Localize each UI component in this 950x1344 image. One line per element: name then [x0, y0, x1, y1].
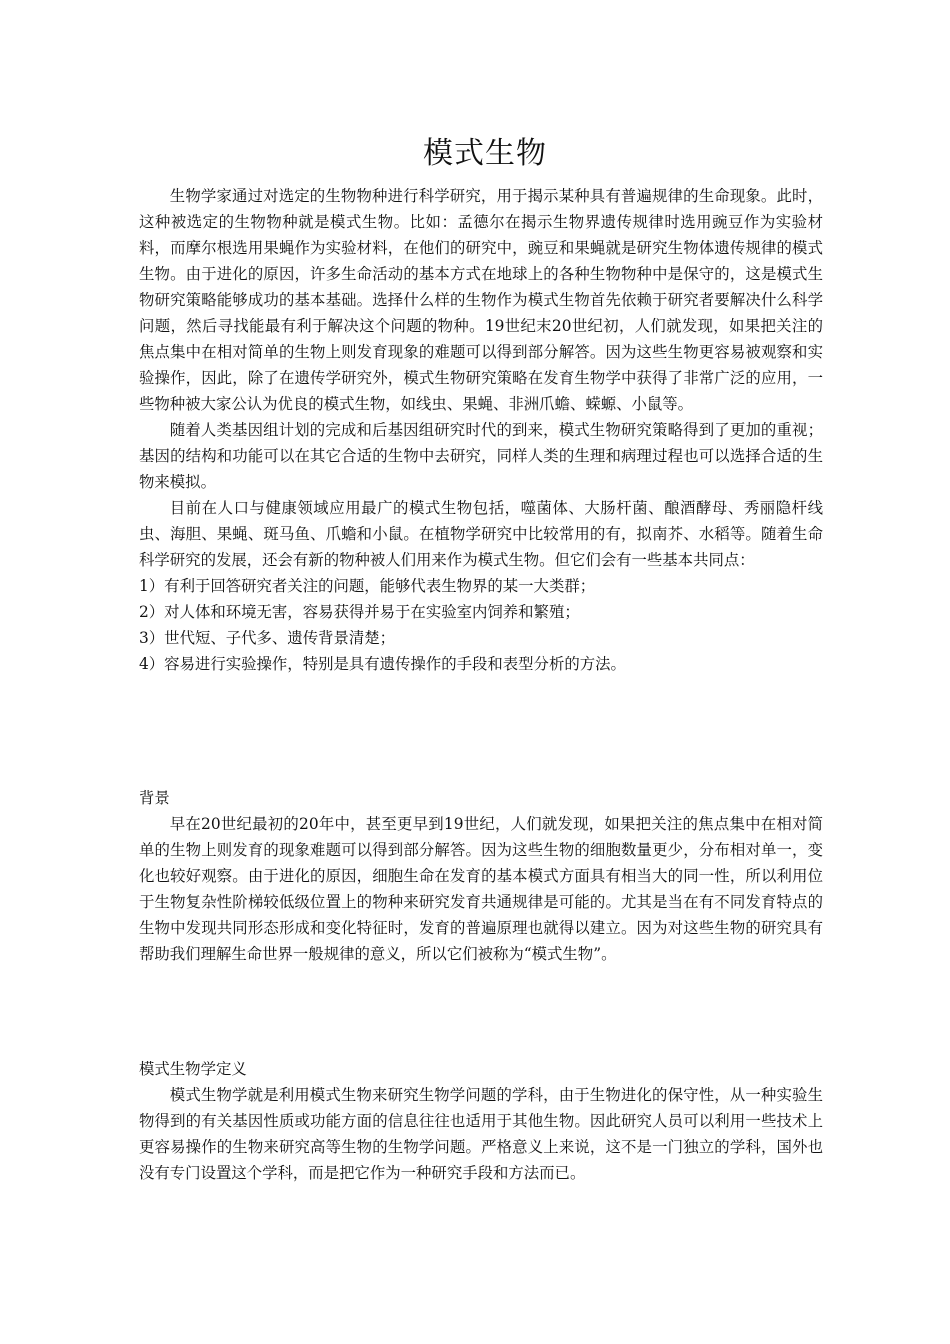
definition-section — [139, 1056, 823, 1186]
definition-heading: 模式生物学定义 — [139, 1060, 247, 1078]
intro-paragraph-2: 随着人类基因组计划的完成和后基因组研究时代的到来，模式生物研究策略得到了更加的重视；基因的结构和功能可以在其它合适的生物中去研究，同样人类的生理和病理过程也可以选择合适的生物来模拟。 — [139, 421, 823, 491]
list-item: 4）容易进行实验操作，特别是具有遗传操作的手段和表型分析的方法。 — [139, 655, 626, 673]
background-heading: 背景 — [139, 789, 170, 807]
intro-section — [139, 183, 823, 677]
background-paragraph: 早在20世纪最初的20年中，甚至更早到19世纪，人们就发现，如果把关注的焦点集中在相对简单的生物上则发育的现象难题可以得到部分解答。因为这些生物的细胞数量更少，分布相对单一，变化也较好观察。由于进化的原因，细胞生命在发育的基本模式方面具有相当大的同一性，所以利用位于生物复杂性阶梯较低级位置上的物种来研究发育共通规律是可能的。尤其是当在有不同发育特点的生物中发现共同形态形成和变化特征时，发育的普遍原理也就得以建立。因为对这些生物的研究具有帮助我们理解生命世界一般规律的意义，所以它们被称为“模式生物”。 — [139, 815, 823, 963]
intro-paragraph-1: 生物学家通过对选定的生物物种进行科学研究，用于揭示某种具有普遍规律的生命现象。此时，这种被选定的生物物种就是模式生物。比如：孟德尔在揭示生物界遗传规律时选用豌豆作为实验材料，而摩尔根选用果蝇作为实验材料，在他们的研究中，豌豆和果蝇就是研究生物体遗传规律的模式生物。由于进化的原因，许多生命活动的基本方式在地球上的各种生物物种中是保守的，这是模式生物研究策略能够成功的基本基础。选择什么样的生物作为模式生物首先依赖于研究者要解决什么科学问题，然后寻找能最有利于解决这个问题的物种。19世纪末20世纪初，人们就发现，如果把关注的焦点集中在相对简单的生物上则发育现象的难题可以得到部分解答。因为这些生物更容易被观察和实验操作，因此，除了在遗传学研究外，模式生物研究策略在发育生物学中获得了非常广泛的应用，一些物种被大家公认为优良的模式生物，如线虫、果蝇、非洲爪蟾、蝾螈、小鼠等。 — [139, 187, 823, 413]
list-item: 2）对人体和环境无害，容易获得并易于在实验室内饲养和繁殖； — [139, 603, 580, 621]
list-item: 1）有利于回答研究者关注的问题，能够代表生物界的某一大类群； — [139, 577, 596, 595]
definition-paragraph: 模式生物学就是利用模式生物来研究生物学问题的学科，由于生物进化的保守性，从一种实验生物得到的有关基因性质或功能方面的信息往往也适用于其他生物。因此研究人员可以利用一些技术上更容易操作的生物来研究高等生物的生物学问题。严格意义上来说，这不是一门独立的学科，国外也没有专门设置这个学科，而是把它作为一种研究手段和方法而已。 — [139, 1086, 823, 1182]
list-item: 3）世代短、子代多、遗传背景清楚； — [139, 629, 396, 647]
page-title: 模式生物 — [423, 136, 547, 171]
background-section — [139, 785, 823, 967]
intro-paragraph-3: 目前在人口与健康领域应用最广的模式生物包括，噬菌体、大肠杆菌、酿酒酵母、秀丽隐杆线虫、海胆、果蝇、斑马鱼、爪蟾和小鼠。在植物学研究中比较常用的有，拟南芥、水稻等。随着生命科学研究的发展，还会有新的物种被人们用来作为模式生物。但它们会有一些基本共同点： — [139, 499, 823, 569]
